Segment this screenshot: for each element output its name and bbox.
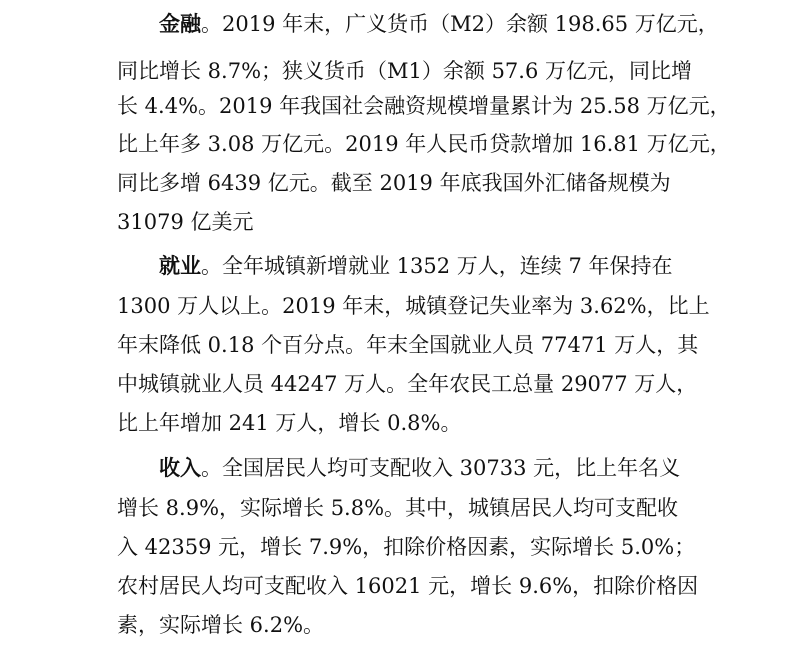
income-line-2: 增长 8.9%，实际增长 5.8%。其中，城镇居民人均可支配收 [117, 496, 679, 520]
employment-line-2: 1300 万人以上。2019 年末，城镇登记失业率为 3.62%，比上 [117, 294, 710, 318]
finance-line-5: 同比多增 6439 亿元。截至 2019 年底我国外汇储备规模为 [117, 171, 671, 195]
finance-line-2: 同比增长 8.7%；狭义货币（M1）余额 57.6 万亿元，同比增 [117, 59, 692, 83]
employment-line-1: 就业。全年城镇新增就业 1352 万人，连续 7 年保持在 [159, 253, 673, 278]
income-line-4: 农村居民人均可支配收入 16021 元，增长 9.6%，扣除价格因 [117, 574, 699, 598]
finance-line-1: 金融。2019 年末，广义货币（M2）余额 198.65 万亿元， [159, 11, 719, 36]
finance-line-6: 31079 亿美元 [117, 210, 254, 234]
income-line-5: 素，实际增长 6.2%。 [117, 613, 325, 637]
income-line-1: 收入。全国居民人均可支配收入 30733 元，比上年名义 [159, 455, 681, 480]
income-heading: 收入 [159, 455, 201, 480]
income-line-3: 入 42359 元，增长 7.9%，扣除价格因素，实际增长 5.0%； [117, 535, 696, 559]
employment-line-3: 年末降低 0.18 个百分点。年末全国就业人员 77471 万人，其 [117, 333, 699, 357]
employment-heading: 就业 [159, 253, 201, 278]
finance-line-4: 比上年多 3.08 万亿元。2019 年人民币贷款增加 16.81 万亿元， [117, 132, 731, 156]
employment-line-4: 中城镇就业人员 44247 万人。全年农民工总量 29077 万人， [117, 372, 698, 396]
employment-line-5: 比上年增加 241 万人，增长 0.8%。 [117, 411, 462, 435]
finance-heading: 金融 [159, 11, 201, 36]
finance-line-3: 长 4.4%。2019 年我国社会融资规模增量累计为 25.58 万亿元， [117, 94, 731, 118]
